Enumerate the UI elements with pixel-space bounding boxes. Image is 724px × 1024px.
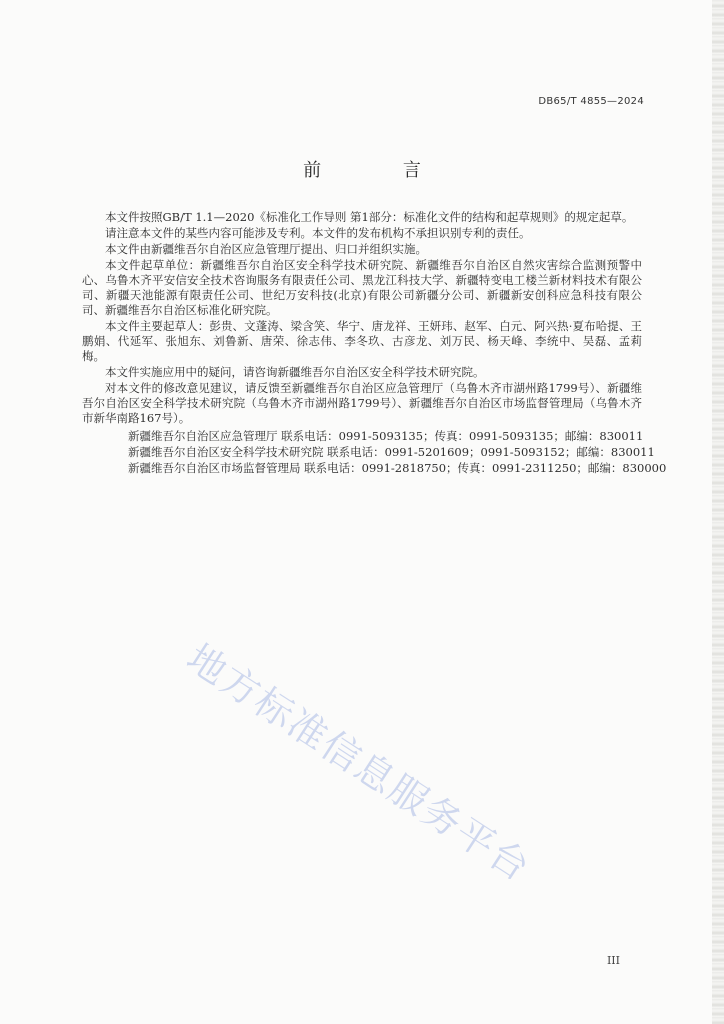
paragraph-drafting-rules: 本文件按照GB/T 1.1—2020《标准化工作导则 第1部分：标准化文件的结构和起草规则》的规定起草。: [105, 210, 634, 224]
foreword-body: [82, 210, 667, 477]
contact-line: 新疆维吾尔自治区市场监督管理局 联系电话：0991-2818750；传真：0991-2311250；邮编：830000: [128, 461, 667, 475]
paragraph-feedback: 对本文件的修改意见建议，请反馈至新疆维吾尔自治区应急管理厅（乌鲁木齐市湖州路1799号）、新疆维吾尔自治区安全科学技术研究院（乌鲁木齐市湖州路1799号）、新疆维吾尔自治区市场监督管理局（乌鲁木齐市新华南路167号）。: [82, 381, 642, 425]
page-number: III: [606, 954, 620, 967]
contact-line: 新疆维吾尔自治区安全科学技术研究院 联系电话：0991-5201609；0991-5093152；邮编：830011: [128, 445, 655, 459]
contact-line: 新疆维吾尔自治区应急管理厅 联系电话：0991-5093135；传真：0991-5093135；邮编：830011: [128, 429, 644, 443]
paragraph-drafting-units: 本文件起草单位：新疆维吾尔自治区安全科学技术研究院、新疆维吾尔自治区自然灾害综合监测预警中心、乌鲁木齐平安信安全技术咨询服务有限责任公司、黑龙江科技大学、新疆特变电工楼兰新材料技术有限公司、新疆天池能源有限责任公司、世纪万安科技(北京)有限公司新疆分公司、新疆新安创科应急科技有限公司、新疆维吾尔自治区标准化研究院。: [82, 258, 642, 317]
paragraph-patent-notice: 请注意本文件的某些内容可能涉及专利。本文件的发布机构不承担识别专利的责任。: [105, 226, 531, 240]
scan-edge: [712, 0, 724, 1024]
document-code: DB65/T 4855—2024: [538, 96, 644, 107]
paragraph-drafters: 本文件主要起草人：彭贵、文蓬涛、梁含笑、华宁、唐龙祥、王妍玮、赵军、白元、阿兴热·夏布哈提、王鹏娟、代延军、张旭东、刘鲁新、唐荣、徐志伟、李冬玖、古彦龙、刘万民、杨天峰、李统中、吴磊、孟莉梅。: [82, 319, 642, 363]
page-title: 前 言: [303, 160, 459, 181]
paragraph-proposer: 本文件由新疆维吾尔自治区应急管理厅提出、归口并组织实施。: [105, 242, 427, 256]
watermark: 地方标准信息服务平台: [179, 635, 539, 891]
paragraph-inquiry: 本文件实施应用中的疑问，请咨询新疆维吾尔自治区安全科学技术研究院。: [105, 365, 485, 379]
